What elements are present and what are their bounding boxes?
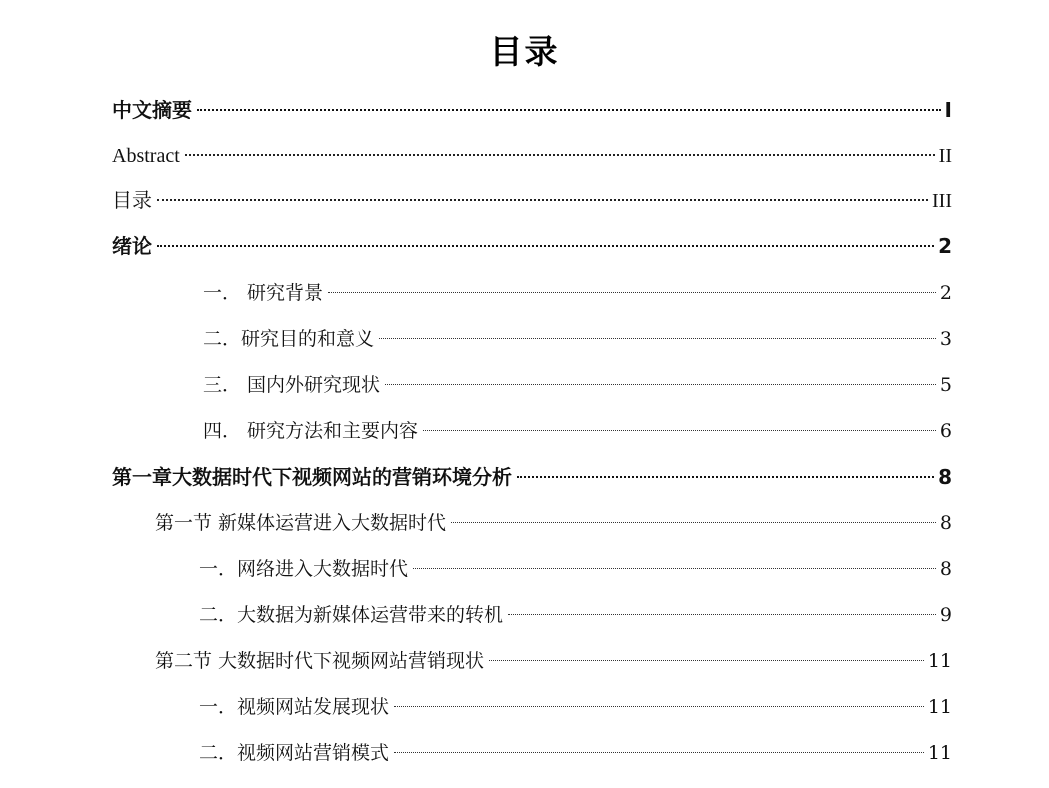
toc-entry-label: 一．视频网站发展现状 <box>199 696 390 718</box>
toc-page-number: 2 <box>939 282 952 304</box>
toc-page-number: 8 <box>939 512 952 534</box>
dot-leader <box>379 338 936 339</box>
toc-entry-label: 四． 研究方法和主要内容 <box>203 420 419 442</box>
toc-entry-label: Abstract <box>112 145 180 167</box>
toc-entry-label: 二．视频网站营销模式 <box>199 742 390 764</box>
toc-entry-label: 中文摘要 <box>112 98 192 122</box>
toc-entry-video-site-status[interactable] <box>199 692 952 722</box>
toc-entry-research-purpose[interactable] <box>203 324 952 354</box>
toc-entry-label: 第一章大数据时代下视频网站的营销环境分析 <box>112 465 512 489</box>
dot-leader <box>517 476 934 478</box>
dot-leader <box>385 384 936 385</box>
dot-leader <box>197 109 941 111</box>
toc-entry-research-background[interactable] <box>203 278 952 308</box>
dot-leader <box>185 154 935 156</box>
dot-leader <box>508 614 936 615</box>
toc-entry-label: 一． 研究背景 <box>203 282 324 304</box>
toc-page-number: 8 <box>938 465 952 489</box>
toc-entry-section-1[interactable] <box>155 508 952 538</box>
dot-leader <box>451 522 936 523</box>
toc-entry-research-methods[interactable] <box>203 416 952 446</box>
toc-entry-contents[interactable] <box>112 186 952 216</box>
toc-entry-introduction[interactable] <box>112 231 952 261</box>
toc-entry-chinese-abstract[interactable] <box>112 95 952 125</box>
toc-page-number: 6 <box>939 420 952 442</box>
toc-entry-label: 二．研究目的和意义 <box>203 328 375 350</box>
toc-entry-video-site-marketing[interactable] <box>199 738 952 768</box>
dot-leader <box>413 568 936 569</box>
toc-entry-research-status[interactable] <box>203 370 952 400</box>
toc-entry-label: 三． 国内外研究现状 <box>203 374 381 396</box>
dot-leader <box>328 292 936 293</box>
toc-entry-label: 第一节 新媒体运营进入大数据时代 <box>155 512 447 534</box>
toc-page-number: 9 <box>939 604 952 626</box>
toc-page-number: II <box>938 145 952 167</box>
toc-entry-chapter-1[interactable] <box>112 462 952 492</box>
toc-entry-big-data-turnaround[interactable] <box>199 600 952 630</box>
toc-page-number: 11 <box>927 696 952 718</box>
toc-page-number: 11 <box>927 650 952 672</box>
toc-entry-label: 绪论 <box>112 234 152 258</box>
toc-page-number: III <box>932 190 952 212</box>
page-title: 目录 <box>489 32 560 71</box>
dot-leader <box>394 706 924 707</box>
dot-leader <box>489 660 924 661</box>
toc-page-number: 3 <box>939 328 952 350</box>
toc-page-number: I <box>944 98 952 122</box>
toc-entry-label: 一．网络进入大数据时代 <box>199 558 409 580</box>
dot-leader <box>423 430 936 431</box>
dot-leader <box>394 752 924 753</box>
toc-page-number: 8 <box>939 558 952 580</box>
toc-page-number: 2 <box>938 234 952 258</box>
toc-entry-label: 第二节 大数据时代下视频网站营销现状 <box>155 650 485 672</box>
toc-entry-network-big-data[interactable] <box>199 554 952 584</box>
dot-leader <box>157 245 934 247</box>
toc-entry-section-2[interactable] <box>155 646 952 676</box>
toc-entry-abstract[interactable] <box>112 141 952 171</box>
toc-page-number: 11 <box>927 742 952 764</box>
dot-leader <box>157 199 928 201</box>
toc-entry-label: 二．大数据为新媒体运营带来的转机 <box>199 604 504 626</box>
toc-entry-label: 目录 <box>112 190 152 212</box>
toc-page-number: 5 <box>939 374 952 396</box>
